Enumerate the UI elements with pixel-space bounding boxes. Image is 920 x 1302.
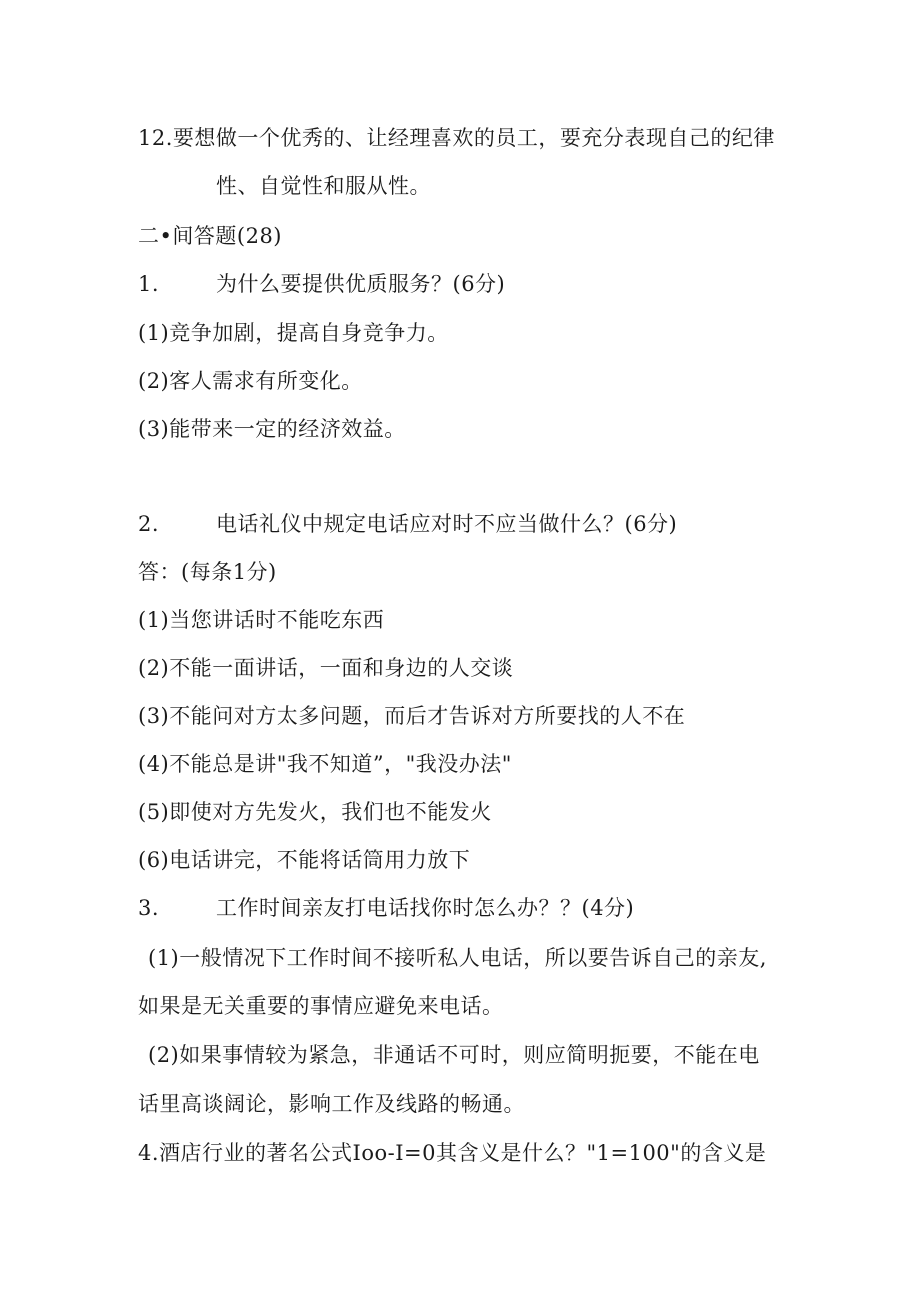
answer-2-2: (2)不能一面讲话，一面和身边的人交谈: [138, 656, 514, 680]
question-number: 2.: [138, 512, 160, 536]
answer-2-intro: 答：(每条1分): [138, 560, 277, 584]
item-12-line-2: 性、自觉性和服从性。: [216, 174, 431, 198]
answer-1-3: (3)能带来一定的经济效益。: [138, 417, 406, 441]
question-number: 1.: [138, 272, 160, 296]
item-12-line-1: 12.要想做一个优秀的、让经理喜欢的员工，要充分表现自己的纪律: [138, 126, 775, 150]
question-1: [138, 270, 505, 298]
answer-1-2: (2)客人需求有所变化。: [138, 369, 363, 393]
question-3: [138, 894, 634, 922]
question-2: [138, 510, 677, 538]
question-title: 电话礼仪中规定电话应对时不应当做什么？(6分): [216, 512, 678, 536]
answer-3-1-line-2: 如果是无关重要的事情应避免来电话。: [138, 994, 504, 1018]
answer-2-5: (5)即使对方先发火，我们也不能发火: [138, 800, 492, 824]
answer-2-4: (4)不能总是讲"我不知道”，"我没办法": [138, 752, 512, 776]
section-2-title: 二•间答题(28): [138, 224, 282, 248]
answer-1-1: (1)竞争加剧，提高自身竞争力。: [138, 321, 449, 345]
answer-2-6: (6)电话讲完，不能将话筒用力放下: [138, 848, 471, 872]
question-4-line-1: 4.酒店行业的著名公式Ioo-I=0其含义是什么？"1=100"的含义是: [138, 1141, 767, 1165]
answer-3-2-line-1: (2)如果事情较为紧急，非通话不可时，则应简明扼要，不能在电: [148, 1043, 760, 1067]
answer-2-3: (3)不能问对方太多问题，而后才告诉对方所要找的人不在: [138, 704, 686, 728]
question-title: 工作时间亲友打电话找你时怎么办？？(4分): [216, 896, 635, 920]
question-number: 3.: [138, 896, 160, 920]
question-title: 为什么要提供优质服务？(6分): [216, 272, 506, 296]
answer-2-1: (1)当您讲话时不能吃东西: [138, 608, 385, 632]
answer-3-1-line-1: (1)一般情况下工作时间不接听私人电话，所以要告诉自己的亲友,: [148, 946, 767, 970]
answer-3-2-line-2: 话里高谈阔论，影响工作及线路的畅通。: [138, 1092, 525, 1116]
